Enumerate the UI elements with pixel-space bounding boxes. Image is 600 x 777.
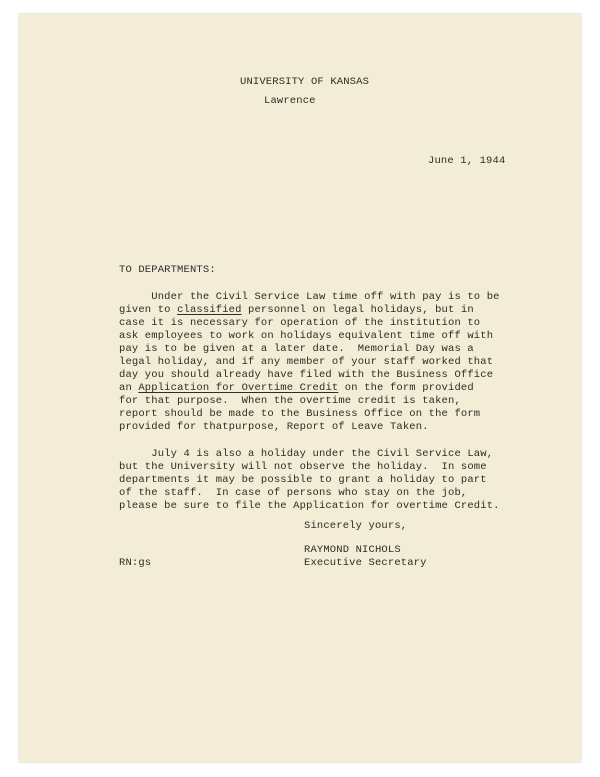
paragraph-line: report should be made to the Business Office on the form	[119, 408, 481, 420]
paragraph-line: please be sure to file the Application for overtime Credit.	[119, 500, 500, 512]
paragraph-line	[119, 382, 474, 396]
paragraph-line: day you should already have filed with the Business Office	[119, 369, 494, 381]
letterhead-org: UNIVERSITY OF KANSAS	[240, 76, 370, 88]
paragraph-line: departments it may be possible to grant a holiday to part	[119, 474, 487, 486]
paragraph-line: July 4 is also a holiday under the Civil Service Law,	[119, 448, 494, 460]
typist-initials: RN:gs	[119, 557, 152, 569]
underlined-term: Application for Overtime Credit	[138, 382, 339, 394]
text-run: an	[119, 382, 139, 394]
closing: Sincerely yours,	[304, 520, 408, 532]
signer-title: Executive Secretary	[304, 557, 427, 569]
text-run: on the form provided	[338, 382, 474, 394]
text-run: personnel on legal holidays, but in	[241, 304, 474, 316]
paragraph-line: of the staff. In case of persons who stay on the job,	[119, 487, 468, 499]
paragraph-line: legal holiday, and if any member of your staff worked that	[119, 356, 494, 368]
paragraph-line: pay is to be given at a later date. Memorial Day was a	[119, 343, 474, 355]
letterhead-city: Lawrence	[264, 95, 316, 107]
signer-name: RAYMOND NICHOLS	[304, 544, 401, 556]
paragraph-line: Under the Civil Service Law time off with pay is to be	[119, 291, 500, 303]
salutation: TO DEPARTMENTS:	[119, 264, 216, 276]
underlined-term: classified	[177, 304, 242, 316]
paragraph-line: for that purpose. When the overtime credit is taken,	[119, 395, 461, 407]
paragraph-line: but the University will not observe the holiday. In some	[119, 461, 487, 473]
paragraph-line	[119, 304, 474, 318]
letter-date: June 1, 1944	[428, 155, 506, 167]
text-run: given to	[119, 304, 178, 316]
paragraph-line: provided for thatpurpose, Report of Leave Taken.	[119, 421, 429, 433]
paragraph-line: ask employees to work on holidays equivalent time off with	[119, 330, 494, 342]
paragraph-line: case it is necessary for operation of the institution to	[119, 317, 481, 329]
